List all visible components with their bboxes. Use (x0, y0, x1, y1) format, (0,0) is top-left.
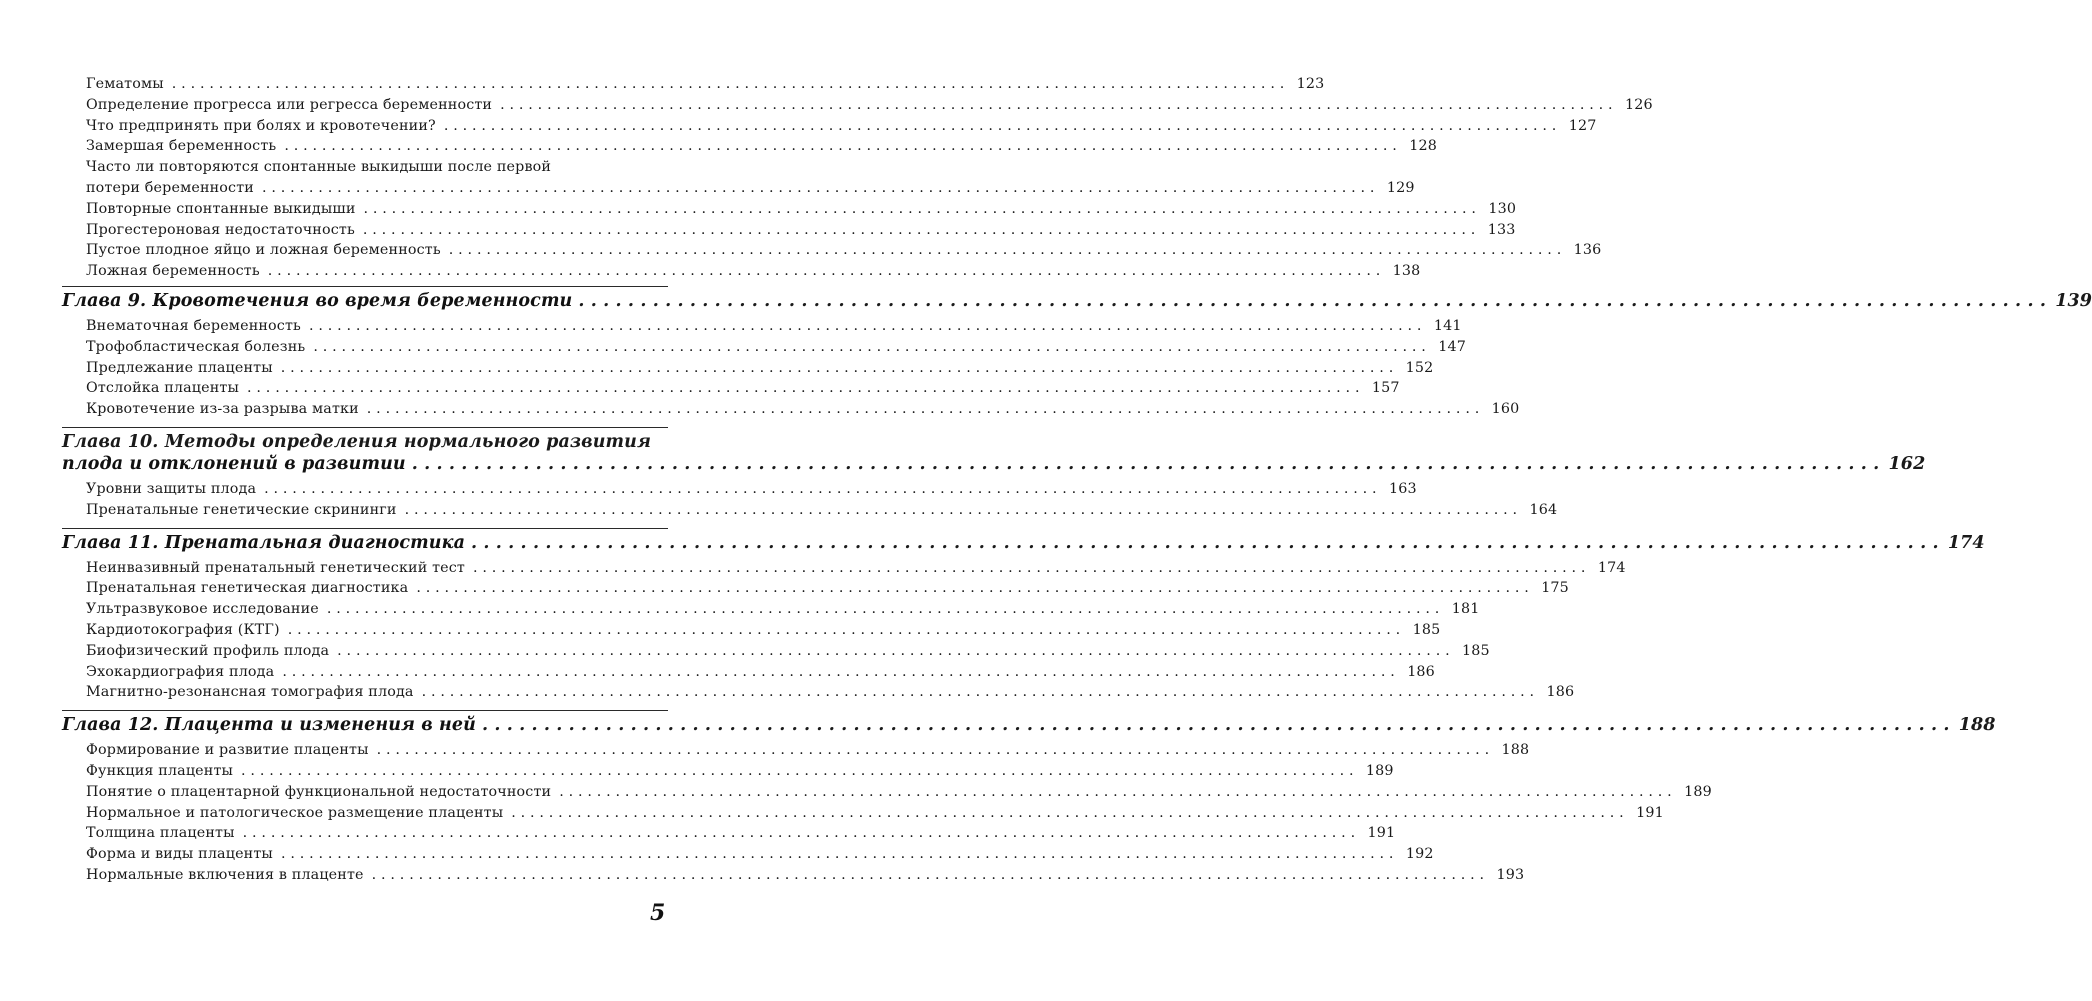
toc-entry (62, 261, 1421, 282)
toc-entry (62, 578, 1569, 599)
dot-leader (364, 199, 1477, 220)
toc-entry (62, 599, 1480, 620)
toc-entry (62, 803, 1664, 824)
toc-entry-title: Пренатальная генетическая диагностика (86, 580, 409, 597)
dot-leader (309, 316, 1422, 337)
chapter-title: Глава 11. Пренатальная диагностика (62, 532, 466, 553)
dot-leader (449, 240, 1562, 261)
chapter-title: Глава 12. Плацента и изменения в ней (62, 715, 476, 736)
toc-entry (62, 358, 1434, 379)
chapter-page: 162 (1888, 453, 1926, 474)
toc-entry-title: Уровни защиты плода (86, 480, 257, 497)
toc-entry (62, 316, 1462, 337)
dot-leader (422, 682, 1535, 703)
dot-leader (372, 865, 1485, 886)
toc-entry-page: 189 (1365, 762, 1394, 779)
chapter-block (62, 528, 1985, 707)
toc-entry (62, 500, 1558, 521)
dot-leader (471, 532, 1939, 554)
toc-entry-title: Эхокардиография плода (86, 663, 275, 680)
chapter-title-line2: плода и отклонений в развитии (62, 453, 406, 474)
toc-entry-title: Понятие о плацентарной функциональной недостаточности (86, 783, 552, 800)
toc-entry-page: 130 (1488, 200, 1517, 217)
toc-entry-page: 129 (1386, 179, 1415, 196)
dot-leader (247, 378, 1360, 399)
chapter-block (62, 710, 1996, 889)
toc-entry-page: 185 (1412, 621, 1441, 638)
toc-entry-page: 136 (1573, 242, 1602, 259)
toc-entry-title: Предлежание плаценты (86, 359, 273, 376)
toc-entry-page: 188 (1501, 742, 1530, 759)
dot-leader (412, 453, 1880, 475)
chapter-title: Глава 9. Кровотечения во время беременности (62, 290, 573, 311)
toc-entry (62, 641, 1490, 662)
toc-entry (62, 620, 1441, 641)
chapter-heading (62, 431, 668, 453)
toc-entry-title: Пустое плодное яйцо и ложная беременность (86, 242, 441, 259)
toc-entry-title: Ложная беременность (86, 263, 260, 280)
dot-leader (377, 740, 1490, 761)
toc-entry-title: Магнитно-резонансная томография плода (86, 684, 414, 701)
toc-entry (62, 479, 1417, 500)
toc-entry-page: 157 (1371, 380, 1400, 397)
toc-entry-page: 138 (1392, 263, 1421, 280)
toc-entry (62, 378, 1400, 399)
toc-entry-title: Кровотечение из-за разрыва матки (86, 401, 359, 418)
dot-leader (363, 220, 1476, 241)
toc-entry-page: 163 (1389, 480, 1417, 497)
toc-entry-title: Биофизический профиль плода (86, 642, 330, 659)
toc-entry (62, 74, 1325, 95)
dot-leader (327, 599, 1440, 620)
toc-entry-page: 127 (1568, 117, 1597, 134)
toc-entry-page: 185 (1462, 642, 1490, 659)
toc-entry (62, 199, 1517, 220)
toc-entry (62, 136, 1437, 157)
toc-entry (62, 116, 1597, 137)
toc-entry (62, 740, 1530, 761)
dot-leader (313, 337, 1426, 358)
toc-entry-page: 160 (1491, 401, 1520, 418)
toc-entry (62, 558, 1626, 579)
toc-entry-title: Неинвазивный пренатальный генетический тест (86, 559, 465, 576)
toc-entry-title: Отслойка плаценты (86, 380, 240, 397)
toc-entry-page: 186 (1407, 663, 1435, 680)
toc-entry-title: Толщина плаценты (86, 825, 235, 842)
toc-entry-title: Определение прогресса или регресса беременности (86, 96, 493, 113)
toc-entry-title: Что предпринять при болях и кровотечении? (86, 117, 436, 134)
page-number: 5 (650, 900, 666, 926)
dot-leader (264, 479, 1377, 500)
toc-entry-page: 152 (1405, 359, 1434, 376)
chapter-title-line1: Глава 10. Методы определения нормального развития (62, 431, 652, 452)
toc-entry (62, 95, 1653, 116)
toc-entry-page: 191 (1367, 825, 1396, 842)
toc-entry (62, 844, 1434, 865)
toc-entry-title: Повторные спонтанные выкидыши (86, 200, 356, 217)
toc-entry (62, 865, 1525, 886)
dot-leader (511, 803, 1624, 824)
dot-leader (367, 399, 1480, 420)
toc-entry-page: 193 (1496, 866, 1525, 883)
dot-leader (337, 641, 1450, 662)
dot-leader (284, 136, 1397, 157)
toc-entry-page: 128 (1409, 138, 1437, 155)
toc-entry-title: Замершая беременность (86, 138, 277, 155)
toc-entry (62, 761, 1394, 782)
dot-leader (578, 290, 2046, 312)
toc-entry-title: Формирование и развитие плаценты (86, 742, 369, 759)
toc-entry (62, 823, 1396, 844)
chapter-heading (62, 714, 1996, 736)
toc-entry-page: 191 (1636, 804, 1664, 821)
toc-entry-title-line2: потери беременности (86, 179, 254, 196)
toc-entry-title: Трофобластическая болезнь (86, 338, 306, 355)
toc-entry-title: Кардиотокография (КТГ) (86, 621, 280, 638)
dot-leader (444, 116, 1557, 137)
toc-entry-title-line1: Часто ли повторяются спонтанные выкидыши после первой (86, 159, 552, 176)
toc-entry (62, 782, 1712, 803)
toc-entry-title: Функция плаценты (86, 762, 234, 779)
toc-entry-page: 123 (1296, 76, 1325, 92)
dot-leader (172, 74, 1285, 95)
toc-entry-wrapped (62, 157, 1415, 199)
toc-entry-page: 175 (1541, 580, 1569, 597)
dot-leader (282, 662, 1395, 683)
dot-leader (288, 620, 1401, 641)
dot-leader (281, 844, 1394, 865)
dot-leader (482, 714, 1950, 736)
toc-entry-page: 181 (1451, 601, 1480, 618)
toc-entry-title: Пренатальные генетические скрининги (86, 501, 397, 518)
toc-entry-title: Форма и виды плаценты (86, 846, 273, 863)
toc-entry-title: Нормальные включения в плаценте (86, 866, 364, 883)
toc-entry-page: 186 (1546, 684, 1575, 701)
toc-entry-page: 141 (1433, 317, 1462, 334)
toc-entry (62, 662, 1435, 683)
chapter-heading (62, 290, 2092, 312)
toc-entry-title: Нормальное и патологическое размещение плаценты (86, 804, 504, 821)
toc-entry-page: 174 (1597, 559, 1626, 576)
toc-entry (62, 220, 1516, 241)
chapter-page: 188 (1958, 715, 1996, 736)
toc-entry-title: Гематомы (86, 76, 164, 92)
toc-entry-page: 133 (1487, 221, 1516, 238)
toc-entry (62, 240, 1602, 261)
dot-leader (262, 178, 1375, 199)
dot-leader (473, 558, 1586, 579)
chapter-block (62, 286, 2092, 423)
dot-leader (243, 823, 1356, 844)
dot-leader (281, 358, 1394, 379)
toc-entry-title: Ультразвуковое исследование (86, 601, 319, 618)
toc-entry-page: 147 (1438, 338, 1466, 355)
chapter-heading-line2 (62, 453, 1926, 475)
toc-entry (62, 399, 1520, 420)
chapter-block (62, 427, 1926, 524)
toc-entry-page: 192 (1405, 846, 1434, 863)
chapter-heading (62, 532, 1985, 554)
dot-leader (405, 500, 1518, 521)
toc-entry (62, 682, 1575, 703)
toc-entry-page: 189 (1684, 783, 1712, 800)
toc-entry (62, 337, 1466, 358)
toc-entry-title: Прогестероновая недостаточность (86, 221, 355, 238)
dot-leader (559, 782, 1672, 803)
dot-leader (500, 95, 1613, 116)
table-of-contents (62, 74, 2092, 889)
dot-leader (416, 578, 1529, 599)
toc-entry-page: 164 (1529, 501, 1558, 518)
dot-leader (241, 761, 1354, 782)
toc-entry-title: Внематочная беременность (86, 317, 301, 334)
dot-leader (268, 261, 1381, 282)
chapter-page: 174 (1947, 532, 1985, 553)
toc-entry-page: 126 (1625, 96, 1653, 113)
chapter-page: 139 (2055, 290, 2092, 311)
